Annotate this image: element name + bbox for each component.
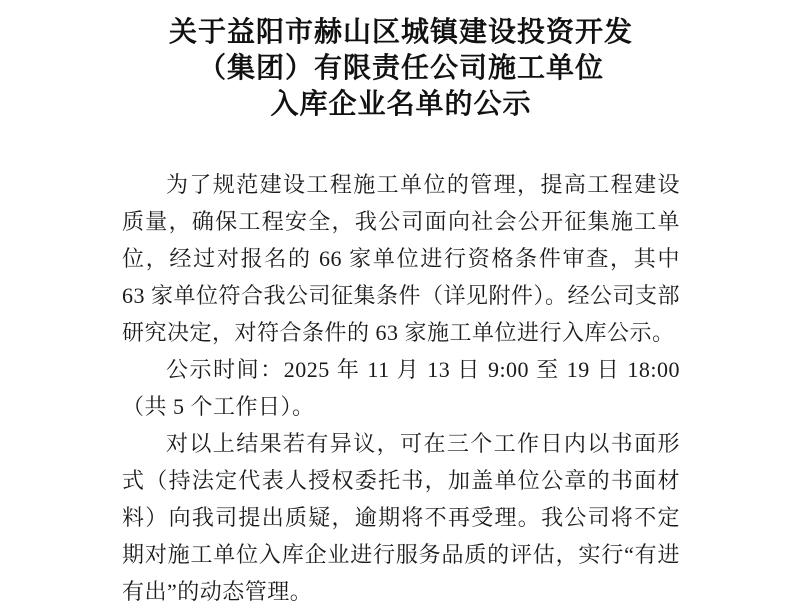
document-body xyxy=(122,166,680,610)
title-line-1: 关于益阳市赫山区城镇建设投资开发 xyxy=(168,16,633,47)
paragraph-objection-procedure: 对以上结果若有异议，可在三个工作日内以书面形式（持法定代表人授权委托书，加盖单位公章的书面材料）向我司提出质疑，逾期将不再受理。我公司将不定期对施工单位入库企业进行服务品质的评估，实行“有进有出”的动态管理。 xyxy=(122,431,680,604)
title-line-2: （集团）有限责任公司施工单位 xyxy=(197,52,604,83)
paragraph-intro: 为了规范建设工程施工单位的管理，提高工程建设质量，确保工程安全，我公司面向社会公开征集施工单位，经过对报名的 66 家单位进行资格条件审查，其中 63 家单位符合我公司征集条件（详见附件）。经公司支部研究决定，对符合条件的 63 家施工单位进行入库公示。 xyxy=(122,172,681,345)
paragraph-publicity-period: 公示时间：2025 年 11 月 13 日 9:00 至 19 日 18:00（共 5 个工作日）。 xyxy=(122,357,680,419)
text-column xyxy=(122,0,680,610)
document-title xyxy=(122,0,680,122)
title-line-3: 入库企业名单的公示 xyxy=(270,88,532,119)
